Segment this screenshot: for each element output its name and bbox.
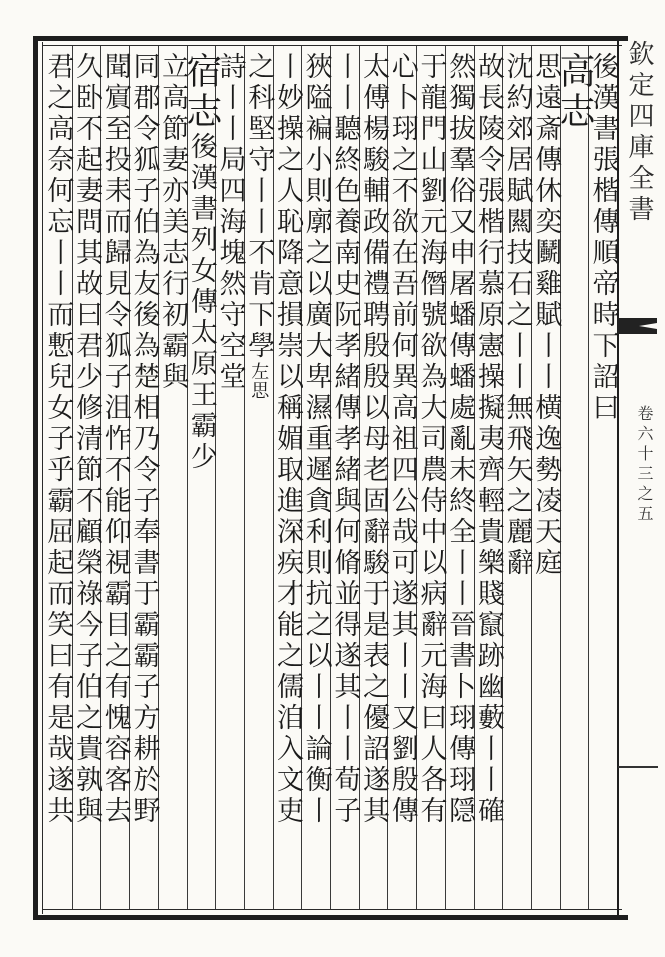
- column-text: 之科堅守丨丨不肯下學: [243, 52, 275, 362]
- margin-tick: [618, 766, 658, 768]
- column-text: 沈約郊居賦闗技石之丨丨無飛矢之麗辭: [501, 52, 533, 579]
- column-text: 同郡令狐子伯為友後為楚相乃令子奉書于霸霸子方耕於野: [128, 52, 160, 827]
- column-text: 思遠斎傳休奕鬭雞賦丨丨横逸勢凌天庭: [530, 52, 562, 579]
- section-heading: 宿志: [180, 52, 222, 132]
- column-text: 丨妙操之人恥降意損崇以稱媚取進深疾才能之儒洎入文吏: [271, 52, 303, 827]
- column-text: 狹隘褊小則廓之以廣大卑濕重遲貪利則抗之以丨丨論衡丨: [300, 52, 332, 827]
- column-text: 心卜珝之不欲在吾前何異高祖四公哉可遂其丨丨又劉殷傳: [386, 52, 418, 827]
- column-text: 君之高奈何忘丨丨而慙兒女子乎霸屈起而笑曰有是哉遂共: [42, 52, 74, 827]
- outer-border-bottom: [33, 915, 628, 920]
- inner-border-bottom: [42, 909, 622, 910]
- column-text: 詩丨丨局四海塊然守空堂: [214, 52, 246, 393]
- book-title: 欽定四庫全書: [624, 40, 654, 226]
- outer-border-top: [33, 36, 628, 41]
- fishtail-mark: [617, 318, 657, 334]
- column-text: 太傅楊駿輔政備禮聘殷殷以母老固辭駿于是表之優詔遂其: [358, 52, 390, 827]
- column-text: 聞賔至投耒而歸見令狐子沮怍不能仰視霸目之有愧容客去: [99, 52, 131, 827]
- column-text: 立高節妻亦美志行初霸與: [157, 52, 189, 393]
- column-text: 後漢書列女傳太原王霸少: [185, 132, 217, 473]
- outer-border-left: [33, 36, 38, 920]
- author-note: 左思: [248, 362, 270, 400]
- section-heading: 高志: [553, 52, 595, 132]
- column-text: 于龍門山劉元海僭號欲為大司農侍中以病辭元海曰人各有: [415, 52, 447, 827]
- column-text: 故長陵令張楷行慕原憲操擬夷齊輕貴樂賤竄跡幽藪丨丨確: [472, 52, 504, 827]
- column-text: 後漢書張楷傳: [587, 52, 619, 238]
- volume-label: 卷六十三之五: [635, 405, 654, 525]
- text-column: [39, 52, 75, 904]
- column-text: 久卧不起妻問其故曰君少修清節不顧榮祿今子伯之貴孰與: [71, 52, 103, 827]
- column-text: 然獨拔羣俗又申屠蟠傳蟠處亂末終全丨丨晉書卜珝傳珝隠: [444, 52, 476, 827]
- column-text: 丨丨聽終色養南史阮孝緒傳孝緒與何脩並得遂其丨丨荀子: [329, 52, 361, 827]
- column-text: 順帝時下詔曰: [587, 238, 619, 424]
